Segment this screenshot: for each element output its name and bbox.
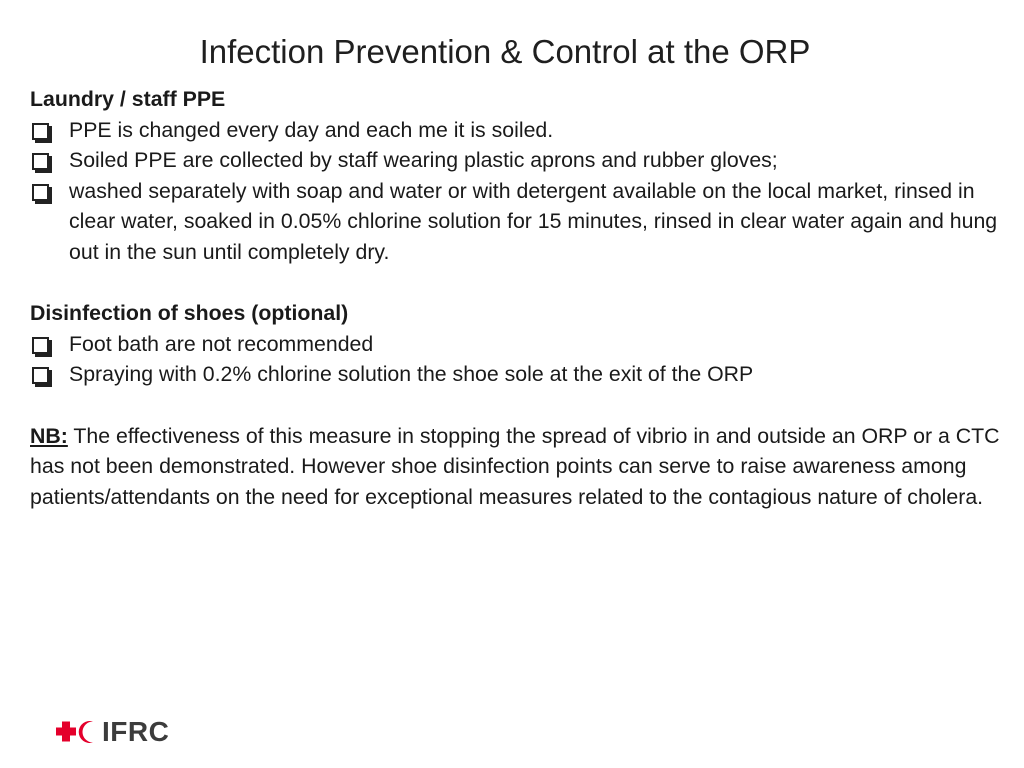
list-item-text: PPE is changed every day and each me it is soiled.	[69, 117, 554, 142]
logo-text: IFRC	[102, 716, 170, 747]
laundry-list	[30, 115, 1000, 268]
list-item	[30, 176, 1000, 268]
list-item-text: washed separately with soap and water or with detergent available on the local market, rinsed in clear water, soaked in 0.05% chlorine solution for 15 minutes, rinsed in clear water again and hung out in the sun until completely dry.	[69, 178, 998, 264]
note-label: NB:	[30, 423, 68, 448]
list-item-text: Spraying with 0.2% chlorine solution the shoe sole at the exit of the ORP	[69, 362, 754, 387]
list-item	[30, 359, 1000, 390]
note-paragraph	[30, 421, 1000, 513]
slide-content	[30, 84, 1000, 512]
ifrc-logo	[56, 716, 169, 748]
checkbox-bullet-icon	[32, 337, 49, 354]
shoes-heading: Disinfection of shoes (optional)	[30, 301, 349, 326]
list-item	[30, 115, 1000, 146]
list-item	[30, 145, 1000, 176]
checkbox-bullet-icon	[32, 123, 49, 140]
note-text: The effectiveness of this measure in stopping the spread of vibrio in and outside an ORP or a CTC has not been demonstrated. However shoe disinfection points can serve to raise awareness among patients/attendants on the need for exceptional measures related to the contagious nature of cholera.	[30, 423, 1000, 509]
checkbox-bullet-icon	[32, 367, 49, 384]
checkbox-bullet-icon	[32, 153, 49, 170]
list-item-text: Foot bath are not recommended	[69, 331, 374, 356]
red-cross-red-crescent-icon	[56, 717, 100, 747]
checkbox-bullet-icon	[32, 184, 49, 201]
spacer	[30, 268, 1000, 299]
laundry-heading: Laundry / staff PPE	[30, 87, 226, 111]
shoes-list	[30, 329, 1000, 390]
list-item-text: Soiled PPE are collected by staff wearing plastic aprons and rubber gloves;	[69, 148, 778, 173]
slide-title: Infection Prevention & Control at the ORP	[199, 33, 811, 71]
spacer	[30, 390, 1000, 421]
list-item	[30, 329, 1000, 360]
